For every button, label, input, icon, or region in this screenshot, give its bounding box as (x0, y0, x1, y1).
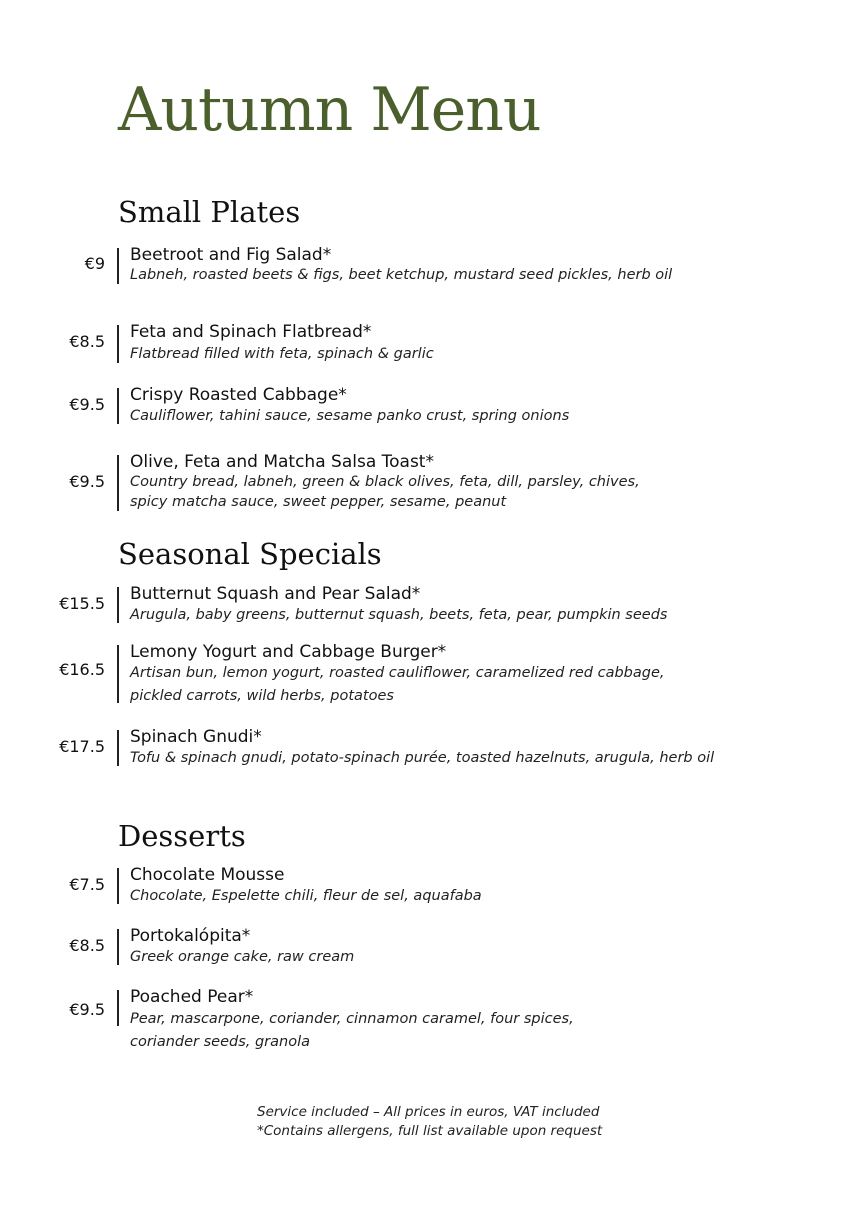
item-divider (117, 248, 119, 284)
page-title: Autumn Menu (118, 75, 541, 145)
footer-note (257, 1103, 602, 1141)
item-price: €9.5 (69, 1000, 105, 1019)
section-title-small-plates: Small Plates (118, 195, 301, 229)
item-name: Olive, Feta and Matcha Salsa Toast* (130, 452, 434, 472)
section-title-seasonal-specials: Seasonal Specials (118, 537, 382, 571)
item-description: Greek orange cake, raw cream (130, 949, 355, 965)
item-divider (117, 388, 119, 424)
item-description: Country bread, labneh, green & black olives, feta, dill, parsley, chives, spicy matcha sauce, sweet pepper, sesame, peanut (130, 474, 640, 510)
item-divider (117, 455, 119, 511)
item-price: €9 (84, 254, 105, 273)
item-divider (117, 990, 119, 1026)
item-name: Lemony Yogurt and Cabbage Burger* (130, 642, 447, 662)
item-divider (117, 929, 119, 965)
item-divider (117, 730, 119, 766)
item-price: €9.5 (69, 395, 105, 414)
item-name: Spinach Gnudi* (130, 727, 262, 747)
item-name: Chocolate Mousse (130, 865, 285, 885)
item-price: €15.5 (59, 594, 105, 613)
item-name: Poached Pear* (130, 987, 254, 1007)
item-description: Flatbread filled with feta, spinach & garlic (130, 346, 434, 362)
footer-service-line: Service included – All prices in euros, VAT included (257, 1104, 600, 1120)
item-divider (117, 325, 119, 363)
item-name: Feta and Spinach Flatbread* (130, 322, 372, 342)
item-divider (117, 868, 119, 904)
item-description: Arugula, baby greens, butternut squash, beets, feta, pear, pumpkin seeds (130, 607, 668, 623)
item-price: €17.5 (59, 737, 105, 756)
item-description: Tofu & spinach gnudi, potato-spinach purée, toasted hazelnuts, arugula, herb oil (130, 750, 715, 766)
item-price: €8.5 (69, 332, 105, 351)
item-divider (117, 645, 119, 703)
item-name: Portokalópita* (130, 926, 251, 946)
item-description: Labneh, roasted beets & figs, beet ketchup, mustard seed pickles, herb oil (130, 267, 673, 283)
item-price: €16.5 (59, 660, 105, 679)
footer-allergen-line: *Contains allergens, full list available upon request (257, 1123, 603, 1139)
item-description: Chocolate, Espelette chili, fleur de sel, aquafaba (130, 888, 482, 904)
item-description: Pear, mascarpone, coriander, cinnamon caramel, four spices, coriander seeds, granola (130, 1011, 574, 1050)
item-price: €7.5 (69, 875, 105, 894)
item-name: Crispy Roasted Cabbage* (130, 385, 347, 405)
section-title-desserts: Desserts (118, 819, 246, 853)
item-description: Cauliflower, tahini sauce, sesame panko crust, spring onions (130, 408, 570, 424)
item-name: Beetroot and Fig Salad* (130, 245, 332, 265)
item-divider (117, 587, 119, 623)
item-price: €8.5 (69, 936, 105, 955)
item-description: Artisan bun, lemon yogurt, roasted cauliflower, caramelized red cabbage, pickled carrots, wild herbs, potatoes (130, 665, 665, 704)
item-price: €9.5 (69, 472, 105, 491)
item-name: Butternut Squash and Pear Salad* (130, 584, 421, 604)
